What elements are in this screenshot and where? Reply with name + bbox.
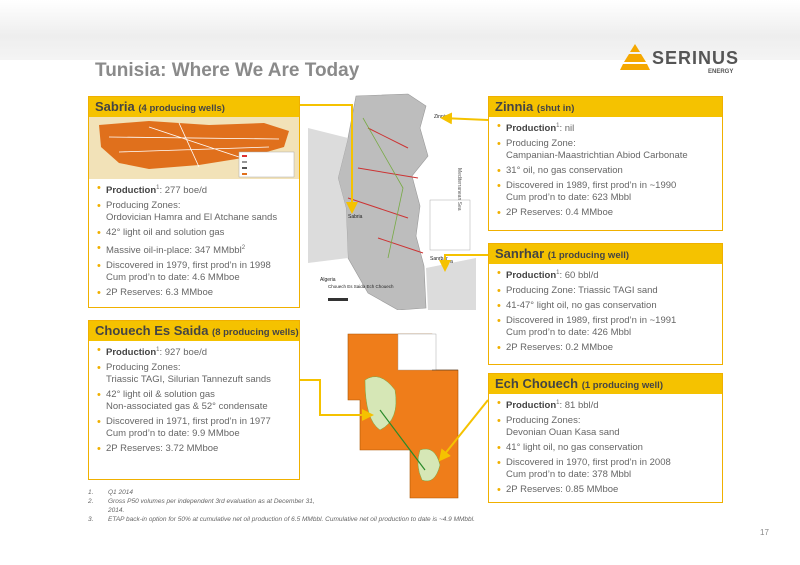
page-number: 17 — [760, 528, 769, 537]
zinnia-box — [488, 96, 723, 231]
footnote-3: 3. ETAP back-in option for 50% at cumulative net oil production of 6.5 MMbbl. Cumulative net oil production to date is ~4.9 MMbbl. — [88, 516, 475, 523]
sanrhar-box — [488, 243, 723, 365]
sabria-reserves: • 2P Reserves: 6.3 MMboe — [97, 287, 291, 299]
ech-chouech-zones: • Producing Zones: Devonian Ouan Kasa sand — [497, 415, 714, 439]
map-sea-label: Mediterranean Sea — [456, 168, 462, 211]
ech-chouech-discovered: • Discovered in 1970, first prod’n in 2008 Cum prod’n to date: 378 Mbbl — [497, 457, 714, 481]
sabria-discovered: • Discovered in 1979, first prod’n in 1998 Cum prod’n to date: 4.6 MMboe — [97, 260, 291, 284]
chouech-production: • Production$^1$: 927 boe/d — [97, 344, 291, 359]
map-algeria-label: Algeria — [320, 277, 336, 283]
sabria-zones: • Producing Zones: Ordovician Hamra and El Atchane sands — [97, 200, 291, 224]
footnotes — [88, 488, 475, 524]
sanrhar-production: • Production$^1$: 60 bbl/d — [497, 267, 714, 282]
chouech-details — [89, 341, 299, 461]
map-chouech-label: Chouech Es Saida Ech Chouech — [328, 284, 394, 289]
sanrhar-zone: • Producing Zone: Triassic TAGI sand — [497, 285, 714, 297]
ech-chouech-details — [489, 394, 722, 502]
sabria-field-map — [89, 117, 299, 179]
footnote-1: 1. Q1 2014 — [88, 489, 133, 496]
ech-chouech-reserves: • 2P Reserves: 0.85 MMboe — [497, 484, 714, 496]
sabria-header — [89, 97, 299, 117]
sabria-title: Sabria — [95, 99, 135, 114]
tunisia-map — [308, 88, 476, 310]
chouech-zones: • Producing Zones: Triassic TAGI, Silurian Tannezuft sands — [97, 362, 291, 386]
map-sabria-label: Sabria — [348, 214, 363, 220]
sabria-production: • Production$^1$: 277 boe/d — [97, 182, 291, 197]
ech-chouech-oil: • 41° light oil, no gas conservation — [497, 442, 714, 454]
logo-name: SERINUS — [652, 48, 740, 68]
logo-sub: ENERGY — [708, 69, 734, 75]
sanrhar-sub: (1 producing well) — [547, 250, 630, 261]
sanrhar-title: Sanrhar — [495, 246, 545, 261]
sabria-details — [89, 179, 299, 305]
ech-chouech-title: Ech Chouech — [495, 376, 579, 391]
chouech-sub: (8 producing wells) — [212, 327, 299, 338]
chouech-reserves: • 2P Reserves: 3.72 MMboe — [97, 443, 291, 455]
ech-chouech-sub: (1 producing well) — [581, 380, 663, 391]
chouech-field-map — [340, 330, 468, 502]
zinnia-zones: • Producing Zone: Campanian-Maastrichtian Abiod Carbonate — [497, 138, 714, 162]
map-sanrhar-label: Sanrhar — [430, 256, 448, 262]
ech-chouech-header — [489, 374, 722, 394]
chouech-header — [89, 321, 299, 341]
sabria-oil: • 42° light oil and solution gas — [97, 227, 291, 239]
zinnia-oil: • 31° oil, no gas conservation — [497, 165, 714, 177]
zinnia-title: Zinnia — [495, 99, 534, 114]
sanrhar-discovered: • Discovered in 1989, first prod’n in ~1991 Cum prod’n to date: 426 Mbbl — [497, 315, 714, 339]
zinnia-reserves: • 2P Reserves: 0.4 MMboe — [497, 207, 714, 219]
logo-icon — [620, 44, 650, 78]
zinnia-sub: (shut in) — [536, 103, 575, 114]
ech-chouech-production: • Production$^1$: 81 bbl/d — [497, 397, 714, 412]
sanrhar-header — [489, 244, 722, 264]
chouech-title: Chouech Es Saida — [95, 323, 209, 338]
zinnia-discovered: • Discovered in 1989, first prod’n in ~1990 Cum prod’n to date: 623 Mbbl — [497, 180, 714, 204]
zinnia-header — [489, 97, 722, 117]
map-libya-label: Libya — [441, 259, 453, 265]
chouech-oil: • 42° light oil & solution gas Non-associated gas & 52° condensate — [97, 389, 291, 413]
sanrhar-details — [489, 264, 722, 360]
zinnia-details — [489, 117, 722, 225]
sabria-sub: (4 producing wells) — [138, 103, 225, 114]
chouech-box — [88, 320, 300, 480]
page-title: Tunisia: Where We Are Today — [95, 60, 360, 81]
sanrhar-oil: • 41-47° light oil, no gas conservation — [497, 300, 714, 312]
sanrhar-reserves: • 2P Reserves: 0.2 MMboe — [497, 342, 714, 354]
ech-chouech-box — [488, 373, 723, 503]
sabria-box — [88, 96, 300, 308]
zinnia-production: • Production$^1$: nil — [497, 120, 714, 135]
chouech-discovered: • Discovered in 1971, first prod’n in 1977 Cum prod’n to date: 9.9 MMboe — [97, 416, 291, 440]
company-logo — [620, 40, 790, 80]
map-zinnia-label: Zinnia — [434, 114, 448, 120]
sabria-oil-in-place: • Massive oil-in-place: 347 MMbbl$^2$ — [97, 242, 291, 257]
footnote-2: 2. Gross P50 volumes per independent 3rd evaluation as at December 31, 2014. — [88, 498, 315, 514]
